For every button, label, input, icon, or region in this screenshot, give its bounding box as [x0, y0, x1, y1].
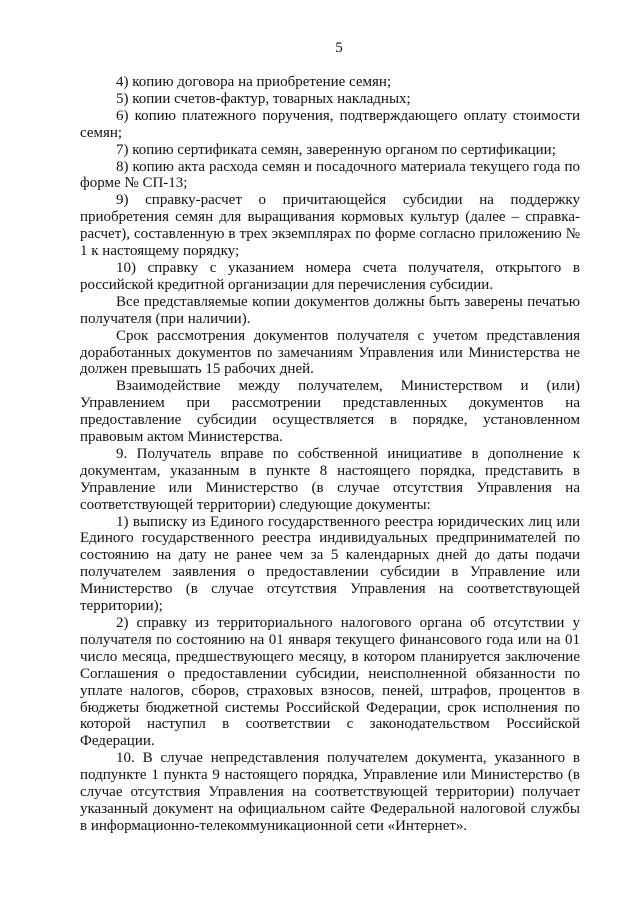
paragraph-item-9: 9) справку-расчет о причитающейся субсидии на поддержку приобретения семян для выращивания кормовых культур (далее – справка-расчет), составленную в трех экземплярах по форме согласно приложению № 1 к настоящему порядку; — [80, 192, 580, 260]
paragraph-clause-10: 10. В случае непредставления получателем документа, указанного в подпункте 1 пункта 9 настоящего порядка, Управление или Министерство (в случае отсутствия Управления на соответствующей территории) получает указанный документ на официальном сайте Федеральной налоговой службы в информационно-телекоммуникационной сети «Интернет». — [80, 750, 580, 834]
paragraph-clause-9-item-1: 1) выписку из Единого государственного реестра юридических лиц или Единого государственного реестра индивидуальных предпринимателей по состоянию на дату не ранее чем за 5 календарных дней до даты подачи получателем заявления о предоставлении субсидии в Управление или Министерство (в случае отсутствия Управления на соответствующей территории); — [80, 513, 580, 615]
document-body — [80, 74, 580, 835]
page-number: 5 — [335, 40, 343, 56]
paragraph-item-5: 5) копии счетов-фактур, товарных накладных; — [116, 90, 411, 107]
paragraph-item-10: 10) справку с указанием номера счета получателя, открытого в российской кредитной организации для перечисления субсидии. — [80, 259, 580, 293]
paragraph-review-period: Срок рассмотрения документов получателя с учетом представления доработанных документов по замечаниям Управления или Министерства не должен превышать 15 рабочих дней. — [80, 327, 580, 378]
paragraph-item-4: 4) копию договора на приобретение семян; — [116, 74, 392, 90]
paragraph-item-7: 7) копию сертификата семян, заверенную органом по сертификации; — [116, 141, 556, 158]
paragraph-clause-9: 9. Получатель вправе по собственной инициативе в дополнение к документам, указанным в пункте 8 настоящего порядка, представить в Управление или Министерство (в случае отсутствия Управления на соответствующей территории) следующие документы: — [80, 445, 580, 513]
paragraph-clause-9-item-2: 2) справку из территориального налогового органа об отсутствии у получателя по состоянию на 01 января текущего финансового года или на 01 число месяца, предшествующего месяцу, в котором планируется заключение Соглашения о предоставлении субсидии, неисполненной обязанности по уплате налогов, сборов, страховых взносов, пеней, штрафов, процентов в бюджеты бюджетной системы Российской Федерации, срок исполнения по которой наступил в соответствии с законодательством Российской Федерации. — [80, 615, 580, 750]
paragraph-certification: Все представляемые копии документов должны быть заверены печатью получателя (при наличии). — [80, 293, 580, 327]
paragraph-item-6: 6) копию платежного поручения, подтверждающего оплату стоимости семян; — [80, 107, 580, 141]
paragraph-item-8: 8) копию акта расхода семян и посадочного материала текущего года по форме № СП-13; — [80, 158, 580, 192]
paragraph-interaction: Взаимодействие между получателем, Министерством и (или) Управлением при рассмотрении представленных документов на предоставление субсидии осуществляется в порядке, установленном правовым актом Министерства. — [80, 378, 580, 446]
